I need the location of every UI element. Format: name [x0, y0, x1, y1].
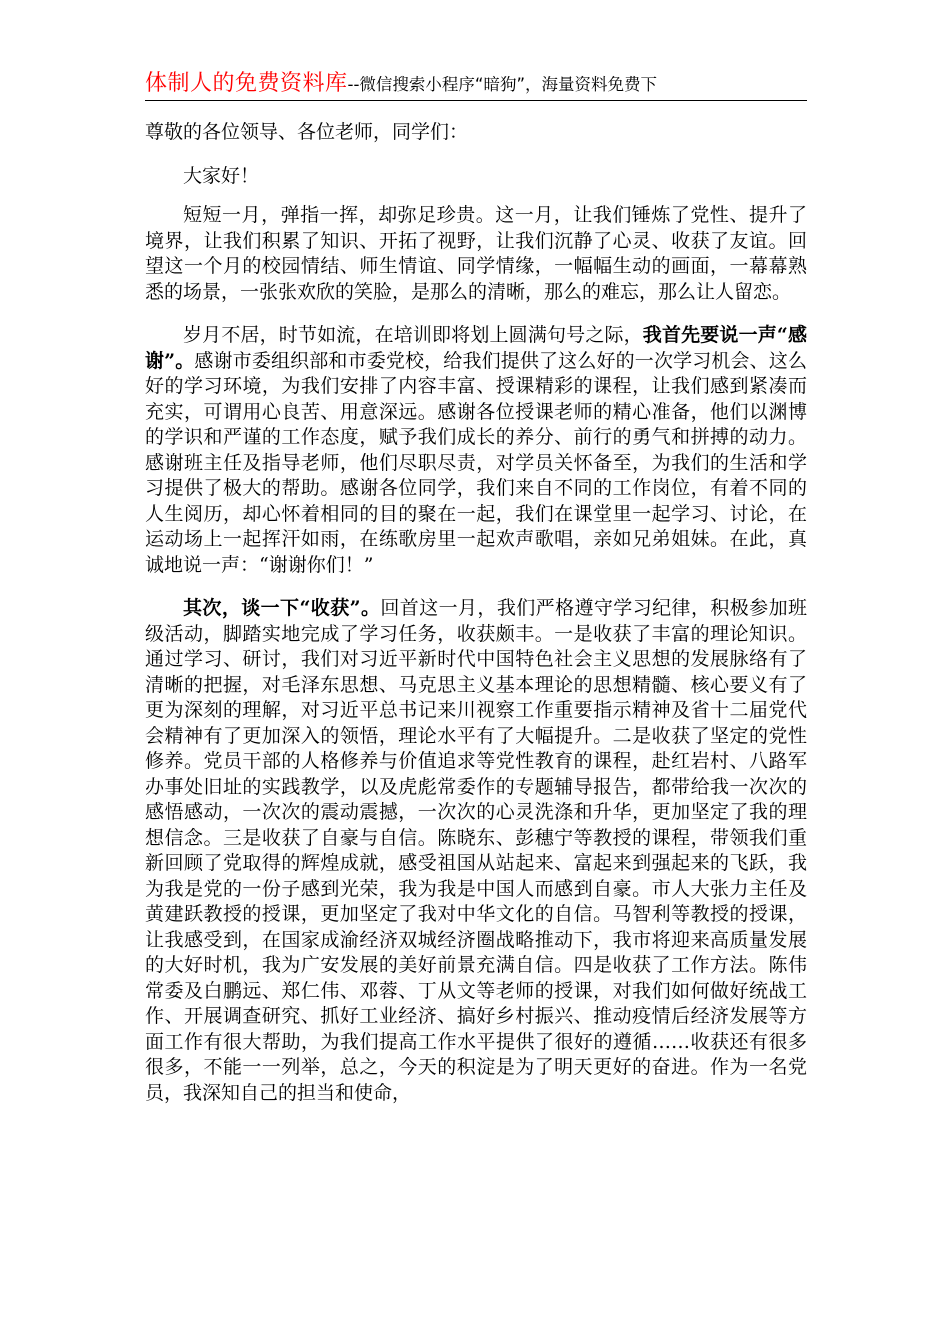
- paragraph-3: [145, 596, 807, 1106]
- document-body: [145, 120, 807, 1124]
- paragraph-1: 短短一月，弹指一挥，却弥足珍贵。这一月，让我们锤炼了党性、提升了境界，让我们积累了知识、开拓了视野，让我们沉静了心灵、收获了友谊。回望这一个月的校园情结、师生情谊、同学情缘，一幅幅生动的画面，一幕幕熟悉的场景，一张张欢欣的笑脸，是那么的清晰，那么的难忘，那么让人留恋。: [145, 204, 807, 303]
- paragraph-2-bold: 我首先要说一声“感谢”。: [145, 324, 807, 372]
- paragraph-2-intro: 岁月不居，时节如流，在培训即将划上圆满句号之际，: [183, 324, 643, 346]
- paragraph-3-body: 回首这一月，我们严格遵守学习纪律，积极参加班级活动，脚踏实地完成了学习任务，收获颇丰。一是收获了丰富的理论知识。通过学习、研讨，我们对习近平新时代中国特色社会主义思想的发展脉络有了清晰的把握，对毛泽东思想、马克思主义基本理论的思想精髓、核心要义有了更为深刻的理解，对习近平总书记来川视察工作重要指示精神及省十二届党代会精神有了更加深入的领悟，理论水平有了大幅提升。二是收获了坚定的党性修养。党员干部的人格修养与价值追求等党性教育的课程，赴红岩村、八路军办事处旧址的实践教学，以及虎彪常委作的专题辅导报告，都带给我一次次的感悟感动，一次次的震动震撼，一次次的心灵洗涤和升华，更加坚定了我的理想信念。三是收获了自豪与自信。陈晓东、彭穗宁等教授的课程，带领我们重新回顾了党取得的辉煌成就，感受祖国从站起来、富起来到强起来的飞跃，我为我是党的一份子感到光荣，我为我是中国人而感到自豪。市人大张力主任及黄建跃教授的授课，更加坚定了我对中华文化的自信。马智利等教授的授课，让我感受到，在国家成渝经济双城经济圈战略推动下，我市将迎来高质量发展的大好时机，我为广安发展的美好前景充满自信。四是收获了工作方法。陈伟常委及白鹏远、郑仁伟、邓蓉、丁从文等老师的授课，对我们如何做好统战工作、开展调查研究、抓好工业经济、搞好乡村振兴、推动疫情后经济发展等方面工作有很大帮助，为我们提高工作水平提供了很好的遵循……收获还有很多很多，不能一一列举，总之，今天的积淀是为了明天更好的奋进。作为一名党员，我深知自己的担当和使命，: [145, 597, 807, 1104]
- paragraph-2-body: 感谢市委组织部和市委党校，给我们提供了这么好的一次学习机会、这么好的学习环境，为我们安排了内容丰富、授课精彩的课程，让我们感到紧凑而充实，可谓用心良苦、用意深远。感谢各位授课老师的精心准备，他们以渊博的学识和严谨的工作态度，赋予我们成长的养分、前行的勇气和拼搏的动力。感谢班主任及指导老师，他们尽职尽责，对学员关怀备至，为我们的生活和学习提供了极大的帮助。感谢各位同学，我们来自不同的工作岗位，有着不同的人生阅历，却心怀着相同的目的聚在一起，我们在课堂里一起学习、讨论，在运动场上一起挥汗如雨，在练歌房里一起欢声歌唱，亲如兄弟姐妹。在此，真诚地说一声：“谢谢你们！”: [145, 349, 807, 576]
- page-header: [145, 68, 807, 101]
- salutation: 尊敬的各位领导、各位老师，同学们：: [145, 121, 469, 143]
- paragraph-3-bold: 其次，谈一下“收获”。: [183, 597, 381, 619]
- greeting: 大家好！: [183, 164, 260, 187]
- paragraph-2: [145, 323, 807, 578]
- header-tagline: --微信搜索小程序“暗狗”，海量资料免费下: [347, 75, 658, 94]
- header-brand: 体制人的免费资料库: [145, 71, 348, 96]
